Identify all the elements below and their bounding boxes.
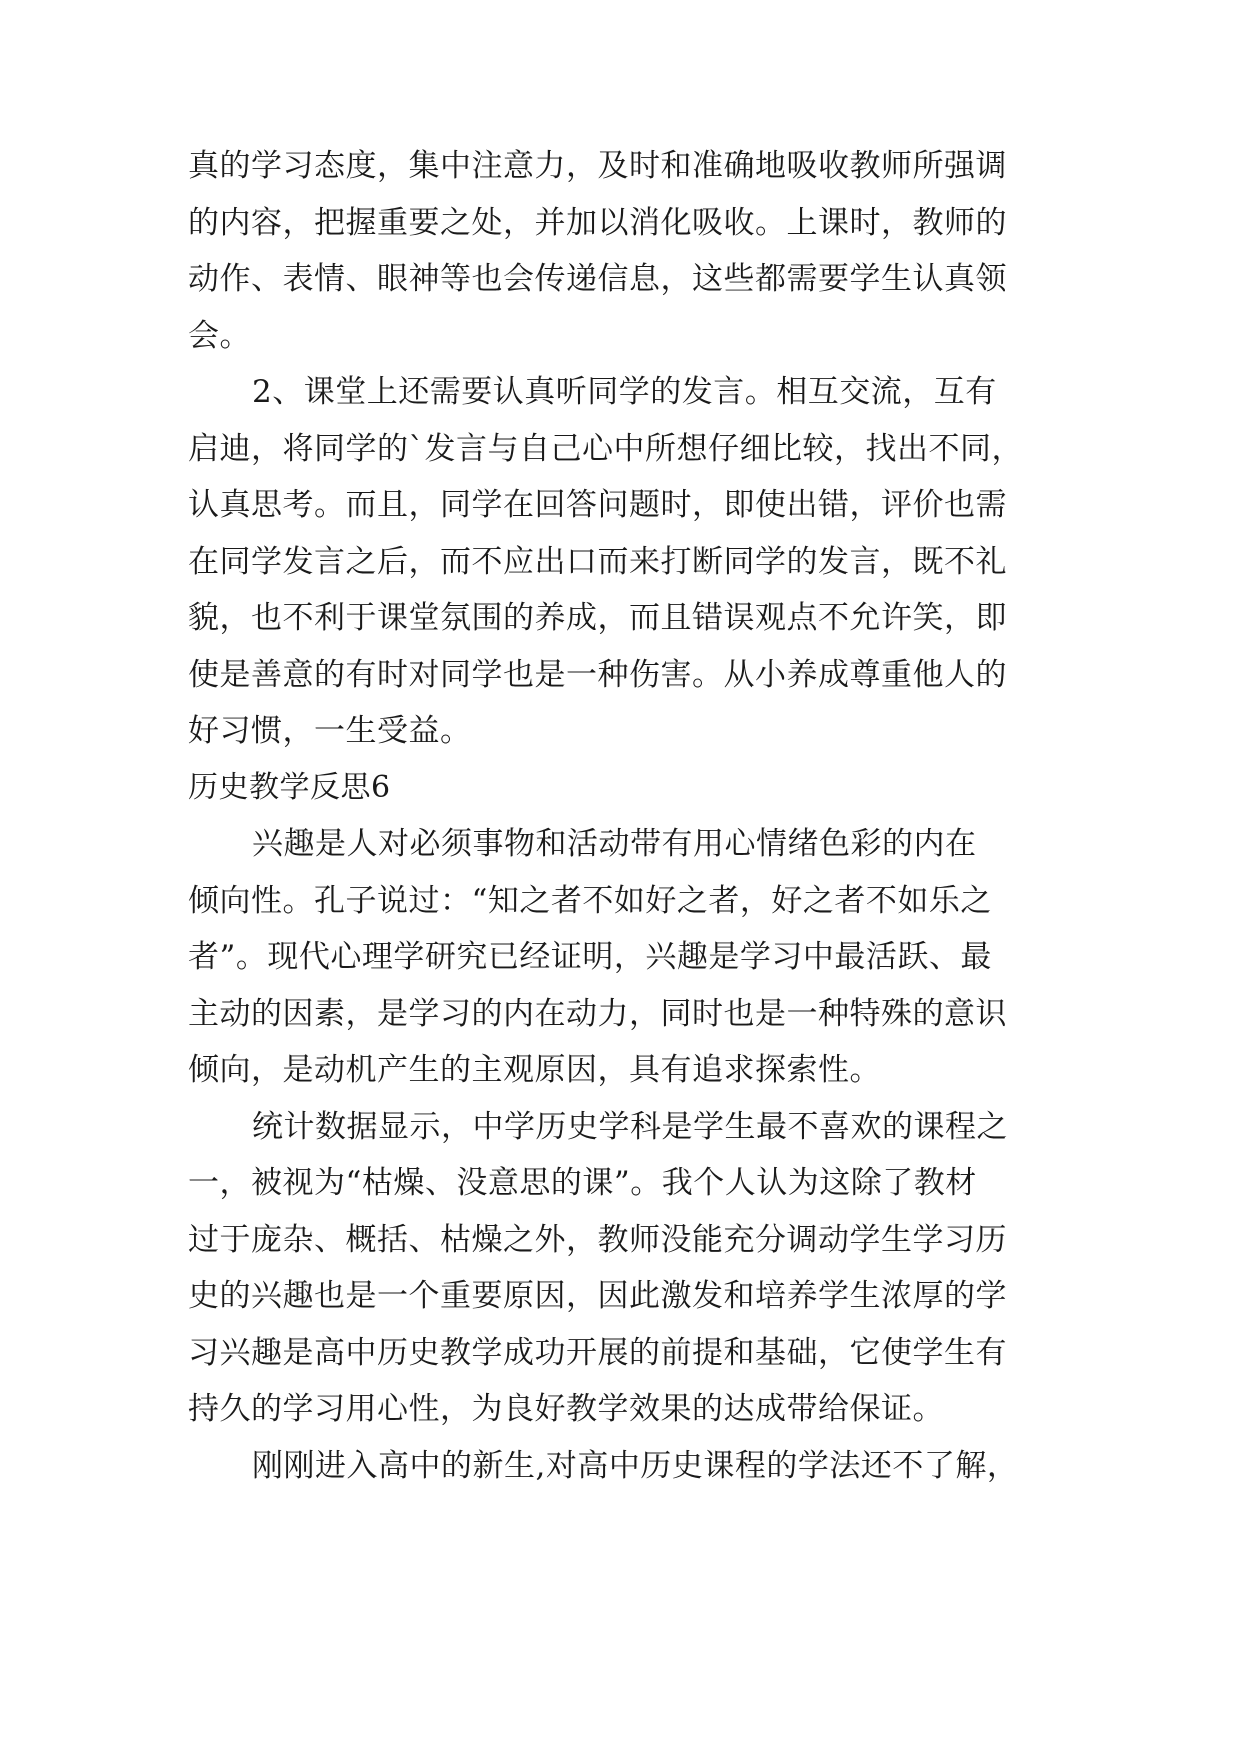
document-body [188, 138, 1058, 1494]
text-line: 持久的学习用心性，为良好教学效果的达成带给保证。 [188, 1391, 944, 1427]
text-line: 在同学发言之后，而不应出口而来打断同学的发言，既不礼 [188, 543, 1007, 580]
text-line: 的内容，把握重要之处，并加以消化吸收。上课时，教师的 [188, 204, 1007, 241]
text-line: 会。 [188, 317, 251, 354]
text-line: 貌，也不利于课堂氛围的养成，而且错误观点不允许笑，即 [188, 600, 1007, 636]
text-line: 史的兴趣也是一个重要原因，因此激发和培养学生浓厚的学 [188, 1278, 1007, 1314]
text-line: 者”。现代心理学研究已经证明，兴趣是学习中最活跃、最 [188, 939, 992, 975]
text-line: 习兴趣是高中历史教学成功开展的前提和基础，它使学生有 [188, 1334, 1007, 1371]
text-line: 真的学习态度，集中注意力，及时和准确地吸收教师所强调 [188, 148, 1007, 184]
text-line: 启迪，将同学的`发言与自己心中所想仔细比较，找出不同， [188, 430, 1023, 467]
section-heading: 历史教学反思6 [188, 769, 391, 805]
text-line: 刚刚进入高中的新生,对高中历史课程的学法还不了解， [252, 1447, 1019, 1484]
text-line: 倾向性。孔子说过：“知之者不如好之者，好之者不如乐之 [188, 882, 992, 919]
text-line: 好习惯，一生受益。 [188, 713, 472, 749]
text-line: 过于庞杂、概括、枯燥之外，教师没能充分调动学生学习历 [188, 1221, 1007, 1258]
text-line: 认真思考。而且，同学在回答问题时，即使出错，评价也需 [188, 487, 1007, 523]
text-line: 兴趣是人对必须事物和活动带有用心情绪色彩的内在 [252, 826, 977, 862]
text-line: 倾向，是动机产生的主观原因，具有追求探索性。 [188, 1052, 881, 1088]
text-line: 2、课堂上还需要认真听同学的发言。相互交流，互有 [252, 374, 997, 410]
text-line: 使是善意的有时对同学也是一种伤害。从小养成尊重他人的 [188, 656, 1007, 693]
text-line: 动作、表情、眼神等也会传递信息，这些都需要学生认真领 [188, 261, 1007, 297]
text-line: 主动的因素，是学习的内在动力，同时也是一种特殊的意识 [188, 995, 1007, 1032]
text-line: 统计数据显示，中学历史学科是学生最不喜欢的课程之 [252, 1108, 1008, 1145]
text-line: 一，被视为“枯燥、没意思的课”。我个人认为这除了教材 [188, 1165, 977, 1201]
